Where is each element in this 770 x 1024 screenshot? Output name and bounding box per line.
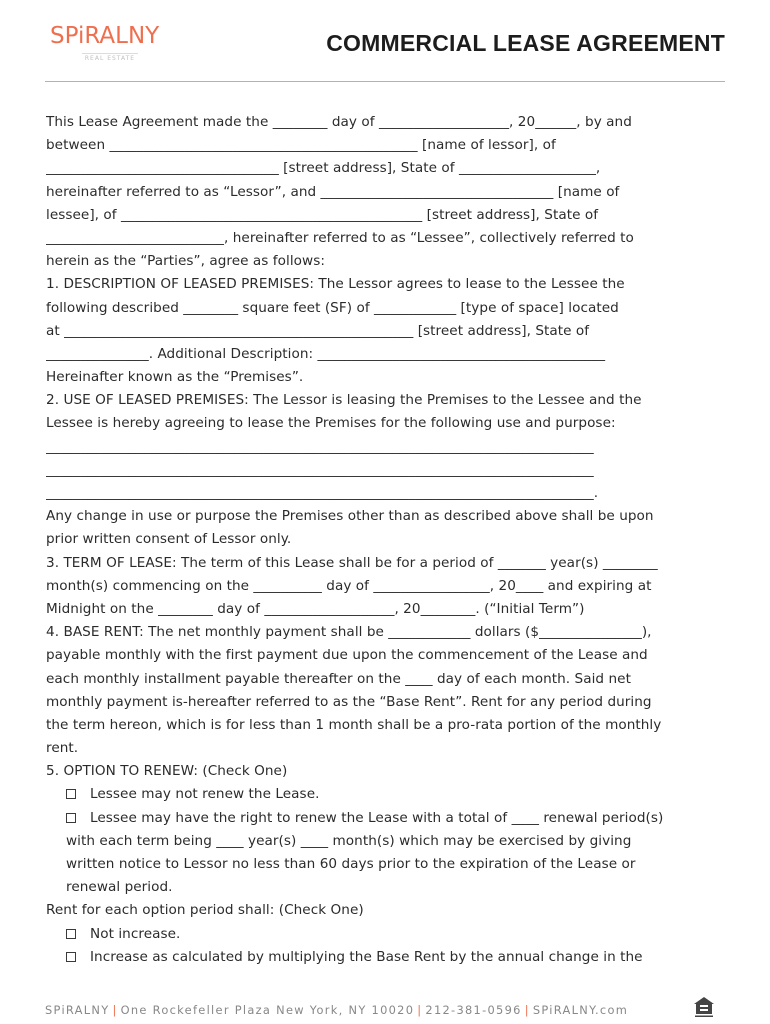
- option-label: Lessee may not renew the Lease.: [90, 786, 320, 803]
- checkbox-may-renew[interactable]: [66, 813, 76, 823]
- blank-line: ________________________________________________________________________________: [46, 438, 594, 455]
- body-line: lessee], of ____________________________________________ [street address], State of: [46, 206, 599, 223]
- page-footer: [45, 1003, 628, 1017]
- body-line: month(s) commencing on the __________ day of _________________, 20____ and expiring at: [46, 577, 652, 594]
- option-label: Increase as calculated by multiplying the Base Rent by the annual change in the: [90, 948, 643, 965]
- rent-option-heading: Rent for each option period shall: (Check One): [46, 902, 364, 919]
- body-line: __________________________, hereinafter referred to as “Lessee”, collectively referred to: [46, 229, 634, 246]
- rent-option-not-increase: [46, 923, 726, 946]
- body-line: monthly payment is-hereafter referred to as the “Base Rent”. Rent for any period during: [46, 693, 652, 710]
- blank-line: ________________________________________________________________________________: [46, 461, 594, 478]
- section-heading-description: 1. DESCRIPTION OF LEASED PREMISES: The Lessor agrees to lease to the Lessee the: [46, 276, 625, 293]
- logo-text: SPiRALNY: [50, 23, 160, 49]
- body-line: This Lease Agreement made the ________ day of ___________________, 20______, by and: [46, 114, 632, 130]
- logo-subtext: REAL ESTATE: [82, 53, 138, 62]
- lease-body: [46, 111, 726, 969]
- checkbox-increase[interactable]: [66, 952, 76, 962]
- option-label: Lessee may have the right to renew the Lease with a total of ____ renewal period(s): [90, 809, 664, 826]
- body-line: prior written consent of Lessor only.: [46, 531, 292, 548]
- body-line: each monthly installment payable thereafter on the ____ day of each month. Said net: [46, 670, 631, 687]
- footer-company: SPiRALNY: [45, 1003, 110, 1017]
- document-title: COMMERCIAL LEASE AGREEMENT: [326, 30, 725, 56]
- body-line: the term hereon, which is for less than 1 month shall be a pro-rata portion of the monthly: [46, 716, 662, 733]
- renew-option-no-renew: [46, 783, 726, 806]
- renew-option-may-renew: [46, 807, 726, 830]
- body-line: Lessee is hereby agreeing to lease the Premises for the following use and purpose:: [46, 415, 616, 432]
- footer-phone: 212-381-0596: [425, 1003, 522, 1017]
- body-line: _______________. Additional Description: __________________________________________: [46, 345, 606, 362]
- body-line: herein as the “Parties”, agree as follows:: [46, 253, 325, 270]
- body-line: rent.: [46, 740, 79, 757]
- option-continuation: with each term being ____ year(s) ____ month(s) which may be exercised by giving: [66, 832, 632, 849]
- option-continuation: renewal period.: [66, 879, 173, 896]
- section-heading-renew: 5. OPTION TO RENEW: (Check One): [46, 763, 288, 780]
- body-line: payable monthly with the first payment due upon the commencement of the Lease and: [46, 647, 648, 664]
- footer-separator: |: [417, 1003, 423, 1017]
- body-line: Any change in use or purpose the Premises other than as described above shall be upon: [46, 508, 654, 525]
- body-line: __________________________________ [street address], State of ____________________,: [46, 160, 601, 177]
- body-line: between _____________________________________________ [name of lessor], of: [46, 137, 556, 154]
- body-line: at ___________________________________________________ [street address], State of: [46, 322, 590, 339]
- footer-website[interactable]: SPiRALNY.com: [532, 1003, 629, 1017]
- blank-line: ________________________________________________________________________________.: [46, 485, 599, 501]
- footer-separator: |: [112, 1003, 118, 1017]
- equal-housing-opportunity-icon: [693, 996, 715, 1018]
- body-line: Midnight on the ________ day of ___________________, 20________. (“Initial Term”): [46, 600, 585, 617]
- footer-address: One Rockefeller Plaza New York, NY 10020: [120, 1003, 415, 1017]
- header-divider: [45, 81, 725, 82]
- company-logo: [50, 22, 170, 66]
- section-heading-use: 2. USE OF LEASED PREMISES: The Lessor is leasing the Premises to the Lessee and the: [46, 392, 642, 409]
- body-line: Hereinafter known as the “Premises”.: [46, 369, 304, 386]
- body-line: hereinafter referred to as “Lessor”, and __________________________________ [name of: [46, 183, 620, 200]
- checkbox-no-renew[interactable]: [66, 789, 76, 799]
- section-heading-base-rent: 4. BASE RENT: The net monthly payment shall be ____________ dollars ($_______________),: [46, 624, 652, 641]
- option-continuation: written notice to Lessor no less than 60 days prior to the expiration of the Lease or: [66, 856, 636, 872]
- option-label: Not increase.: [90, 925, 181, 942]
- checkbox-not-increase[interactable]: [66, 929, 76, 939]
- body-line: following described ________ square feet (SF) of ____________ [type of space] located: [46, 299, 619, 316]
- section-heading-term: 3. TERM OF LEASE: The term of this Lease shall be for a period of _______ year(s) ________: [46, 554, 658, 571]
- rent-option-increase: [46, 946, 726, 969]
- footer-separator: |: [524, 1003, 530, 1017]
